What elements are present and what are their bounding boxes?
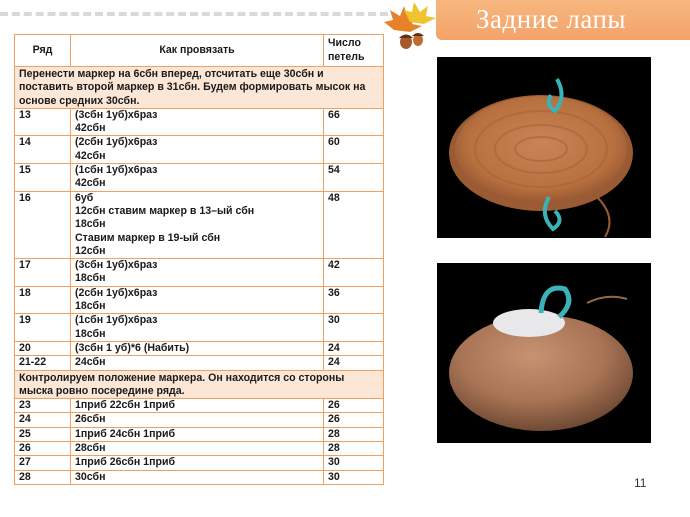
row-stitch-count: 26 (324, 399, 384, 413)
row-stitch-count: 26 (324, 413, 384, 427)
row-instructions (71, 191, 324, 258)
note-row (15, 67, 384, 109)
header-stitch-count-line1: Число (328, 37, 361, 50)
row-instructions (71, 164, 324, 192)
instruction-line: 12сбн (75, 244, 106, 257)
row-instructions (71, 259, 324, 287)
row-stitch-count: 30 (324, 314, 384, 342)
table-row (15, 442, 384, 456)
row-stitch-count: 60 (324, 136, 384, 164)
instruction-line: (3сбн 1уб)х6раз (75, 108, 158, 121)
row-number: 15 (15, 164, 71, 192)
row-instructions (71, 356, 324, 370)
row-instructions (71, 341, 324, 355)
crochet-foot-stuffed-photo (437, 263, 651, 443)
row-instructions (71, 413, 324, 427)
row-number: 16 (15, 191, 71, 258)
row-number: 20 (15, 341, 71, 355)
crochet-pattern-table (14, 34, 384, 485)
instruction-line: 1приб 26сбн 1приб (75, 456, 175, 469)
table-row (15, 286, 384, 314)
row-stitch-count: 66 (324, 108, 384, 136)
table-row (15, 314, 384, 342)
instruction-line: 30сбн (75, 470, 106, 483)
table-row (15, 427, 384, 441)
row-instructions (71, 108, 324, 136)
table-body-part1 (15, 67, 384, 371)
row-number: 27 (15, 456, 71, 470)
row-number: 21-22 (15, 356, 71, 370)
instruction-line: (1сбн 1уб)х6раз (75, 164, 158, 177)
instruction-line: 1приб 24сбн 1приб (75, 427, 175, 440)
table-row (15, 136, 384, 164)
row-instructions (71, 314, 324, 342)
row-number: 26 (15, 442, 71, 456)
note-check-marker: Контролируем положение маркера. Он находится со стороны мыска ровно посередине ряда. (15, 370, 384, 399)
header-stitch-count (324, 35, 384, 67)
table-row (15, 470, 384, 484)
crochet-oval-base-image (437, 57, 651, 238)
row-stitch-count: 28 (324, 442, 384, 456)
instruction-line: 12сбн ставим маркер в 13–ый сбн (75, 204, 255, 217)
row-instructions (71, 470, 324, 484)
instruction-line: 6уб (75, 191, 94, 204)
instruction-line: 42сбн (75, 122, 106, 135)
instruction-line: 42сбн (75, 149, 106, 162)
row-stitch-count: 28 (324, 427, 384, 441)
instruction-line: 18сбн (75, 218, 106, 231)
crochet-oval-base-photo (437, 57, 651, 238)
row-stitch-count: 30 (324, 470, 384, 484)
table-row (15, 191, 384, 258)
instruction-line: (3сбн 1уб)х6раз (75, 259, 158, 272)
note-move-marker: Перенести маркер на 6сбн вперед, отсчитать еще 30сбн и поставить второй маркер в 31сбн. Будем формировать мысок на основе средних 30сбн. (15, 67, 384, 109)
row-stitch-count: 42 (324, 259, 384, 287)
row-stitch-count: 36 (324, 286, 384, 314)
table-row (15, 356, 384, 370)
instruction-line: Ставим маркер в 19-ый сбн (75, 231, 221, 244)
row-number: 19 (15, 314, 71, 342)
row-number: 14 (15, 136, 71, 164)
page-title: Задние лапы (476, 4, 627, 34)
autumn-leaves-decoration (380, 0, 442, 60)
row-stitch-count: 54 (324, 164, 384, 192)
instruction-line: (2сбн 1уб)х6раз (75, 136, 158, 149)
row-stitch-count: 30 (324, 456, 384, 470)
instruction-line: 26сбн (75, 413, 106, 426)
header-stitch-count-line2: петель (328, 50, 365, 63)
row-instructions (71, 427, 324, 441)
crochet-foot-stuffed-image (437, 263, 651, 443)
table-row (15, 164, 384, 192)
instruction-line: (2сбн 1уб)х6раз (75, 286, 158, 299)
header-instructions: Как провязать (71, 35, 324, 67)
table-row (15, 399, 384, 413)
dashed-divider (0, 12, 388, 16)
row-number: 24 (15, 413, 71, 427)
instruction-line: 24сбн (75, 356, 106, 369)
row-stitch-count: 48 (324, 191, 384, 258)
instruction-line: 18сбн (75, 300, 106, 313)
instruction-line: 42сбн (75, 177, 106, 190)
row-instructions (71, 442, 324, 456)
row-number: 18 (15, 286, 71, 314)
table-row (15, 413, 384, 427)
instruction-line: 1приб 22сбн 1приб (75, 399, 175, 412)
table-header-row (15, 35, 384, 67)
row-number: 23 (15, 399, 71, 413)
row-instructions (71, 399, 324, 413)
row-number: 28 (15, 470, 71, 484)
row-instructions (71, 456, 324, 470)
row-number: 17 (15, 259, 71, 287)
table-row (15, 108, 384, 136)
instruction-line: (1сбн 1уб)х6раз (75, 314, 158, 327)
instruction-line: 28сбн (75, 442, 106, 455)
row-stitch-count: 24 (324, 356, 384, 370)
row-number: 25 (15, 427, 71, 441)
table-row (15, 456, 384, 470)
table-body-part2 (15, 370, 384, 484)
table-row (15, 259, 384, 287)
row-instructions (71, 136, 324, 164)
table-row (15, 341, 384, 355)
row-number: 13 (15, 108, 71, 136)
row-instructions (71, 286, 324, 314)
note-row (15, 370, 384, 399)
instruction-line: 18сбн (75, 327, 106, 340)
row-stitch-count: 24 (324, 341, 384, 355)
page-number: 11 (634, 476, 647, 490)
header-row-number: Ряд (15, 35, 71, 67)
instruction-line: 18сбн (75, 272, 106, 285)
instruction-line: (3сбн 1 уб)*6 (Набить) (75, 341, 190, 354)
